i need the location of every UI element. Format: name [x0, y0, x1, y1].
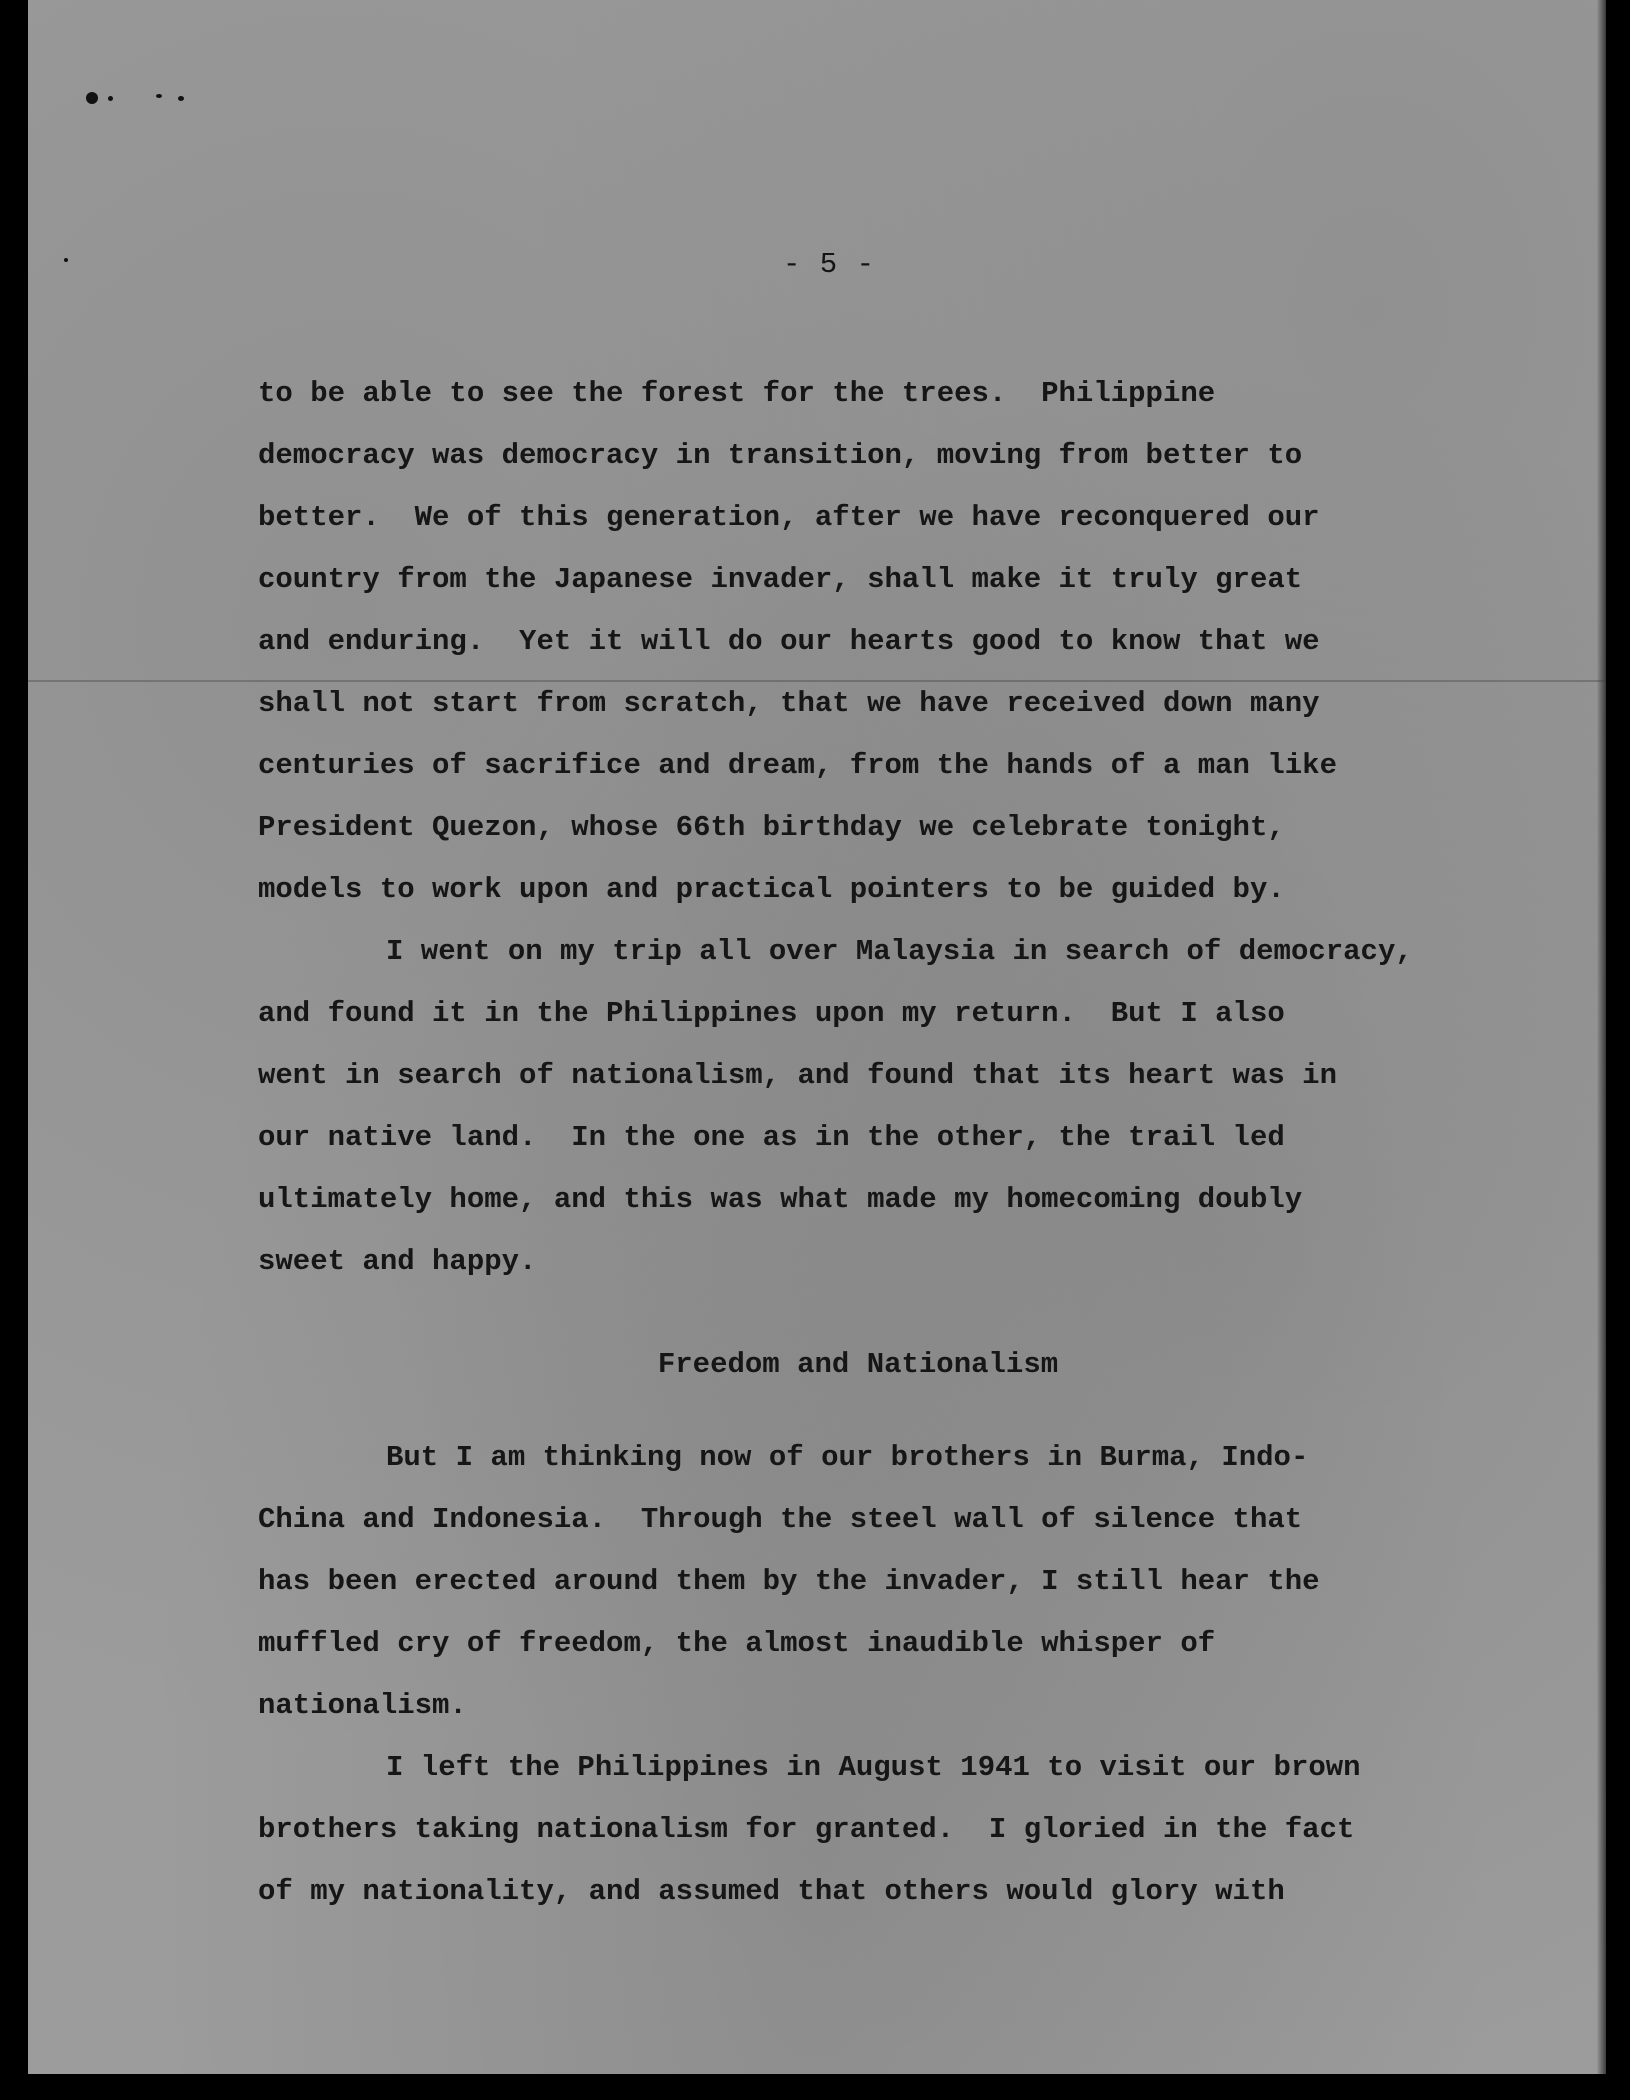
text-line: went in search of nationalism, and found that its heart was in	[258, 1059, 1337, 1092]
text-line: to be able to see the forest for the trees. Philippine	[258, 377, 1216, 410]
text-line: brothers taking nationalism for granted. I gloried in the fact	[258, 1813, 1355, 1846]
page-number: - 5 -	[782, 248, 875, 281]
ink-speck	[108, 96, 113, 101]
text-line: and enduring. Yet it will do our hearts good to know that we	[258, 625, 1320, 658]
text-line: But I am thinking now of our brothers in Burma, Indo-	[386, 1441, 1309, 1474]
section-heading: Freedom and Nationalism	[657, 1348, 1059, 1381]
text-line: I went on my trip all over Malaysia in search of democracy,	[386, 935, 1413, 968]
page-edge-shadow	[1596, 0, 1606, 2074]
text-line: China and Indonesia. Through the steel wall of silence that	[258, 1503, 1303, 1536]
text-line: muffled cry of freedom, the almost inaudible whisper of	[258, 1627, 1216, 1660]
text-line: models to work upon and practical pointers to be guided by.	[258, 873, 1285, 906]
text-line: sweet and happy.	[258, 1245, 537, 1278]
text-line: and found it in the Philippines upon my return. But I also	[258, 997, 1285, 1030]
paper-fold-line	[28, 680, 1606, 682]
ink-speck	[86, 92, 98, 104]
text-line: shall not start from scratch, that we have received down many	[258, 687, 1320, 720]
text-line: of my nationality, and assumed that others would glory with	[258, 1875, 1285, 1908]
text-line: our native land. In the one as in the other, the trail led	[258, 1121, 1285, 1154]
text-line: country from the Japanese invader, shall make it truly great	[258, 563, 1303, 596]
text-line: President Quezon, whose 66th birthday we celebrate tonight,	[258, 811, 1285, 844]
text-line: I left the Philippines in August 1941 to visit our brown	[386, 1751, 1361, 1784]
text-line: ultimately home, and this was what made my homecoming doubly	[258, 1183, 1303, 1216]
ink-speck	[156, 94, 162, 98]
ink-speck	[178, 96, 184, 101]
text-line: nationalism.	[258, 1689, 467, 1722]
text-line: centuries of sacrifice and dream, from the hands of a man like	[258, 749, 1337, 782]
text-line: democracy was democracy in transition, moving from better to	[258, 439, 1303, 472]
text-line: better. We of this generation, after we have reconquered our	[258, 501, 1320, 534]
text-line: has been erected around them by the invader, I still hear the	[258, 1565, 1320, 1598]
